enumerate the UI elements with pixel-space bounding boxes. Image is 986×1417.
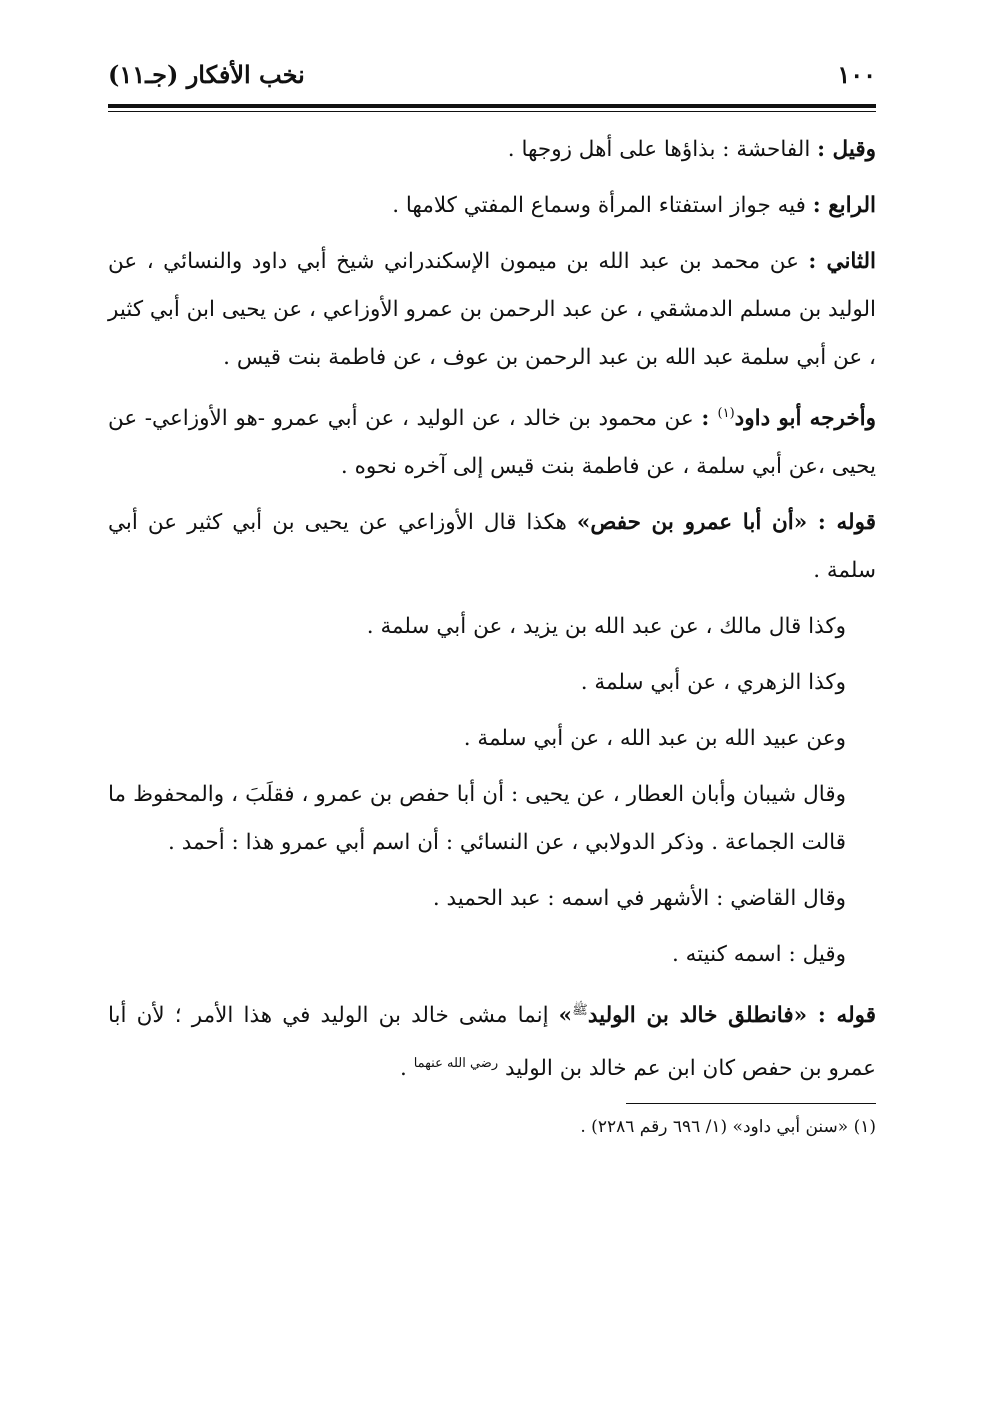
paragraph — [108, 987, 876, 1093]
page-number: ١٠٠ — [837, 60, 876, 89]
paragraph-lead: قوله : «فانطلق خالد بن الوليد — [587, 1003, 877, 1029]
paragraph-lead: الثاني : — [808, 249, 876, 274]
paragraph — [108, 499, 876, 595]
header-rule-thin — [108, 111, 876, 112]
footnote-ref[interactable]: (١) — [717, 406, 735, 421]
footnote: (١) «سنن أبي داود» (١/ ٦٩٦ رقم ٢٢٨٦) . — [580, 1117, 876, 1138]
paragraph-text: الفاحشة : بذاؤها على أهل زوجها . — [507, 137, 818, 162]
body-text — [108, 126, 876, 1093]
paragraph-text: فيه جواز استفتاء المرأة وسماع المفتي كلامها . — [392, 193, 813, 218]
paragraph: وكذا قال مالك ، عن عبد الله بن يزيد ، عن أبي سلمة . — [366, 614, 846, 640]
paragraph-lead: الرابع : — [812, 193, 876, 218]
honorific-glyph: رضي الله عنهما — [413, 1056, 499, 1072]
header-rule-thick — [108, 104, 876, 108]
paragraph: وقال شيبان وأبان العطار ، عن يحيى : أن أبا حفص بن عمرو ، فقلَبَ ، والمحفوظ ما قالت الجماعة . وذكر الدولابي ، عن النسائي : أن اسم أبي عمرو هذا : أحمد . — [108, 782, 846, 856]
paragraph: وقيل : اسمه كنيته . — [671, 942, 846, 968]
paragraph — [108, 182, 876, 230]
footnote-rule — [626, 1103, 876, 1104]
paragraph-text: عن محمد بن عبد الله بن ميمون الإسكندراني شيخ أبي داود والنسائي ، عن الوليد بن مسلم الدمشقي ، عن عبد الرحمن بن عمرو الأوزاعي ، عن يحيى ابن أبي كثير ، عن أبي سلمة عبد الله بن عبد الرحمن بن عوف ، عن فاطمة بنت قيس . — [108, 249, 876, 370]
honorific-glyph: ﷺ — [572, 1003, 588, 1019]
paragraph — [108, 390, 876, 491]
running-title: نخب الأفكار (جـ١١) — [108, 60, 305, 89]
page — [108, 60, 876, 1144]
paragraph: وقال القاضي : الأشهر في اسمه : عبد الحميد . — [432, 886, 846, 912]
paragraph-lead: وأخرجه أبو داود — [734, 406, 876, 432]
paragraph-text: إنما مشى خالد بن الوليد في هذا الأمر ؛ لأن أبا عمرو بن حفص كان ابن عم خالد بن الوليد — [108, 1003, 876, 1082]
paragraph-text: عن محمود بن خالد ، عن الوليد ، عن أبي عمرو -هو الأوزاعي- عن يحيى ،عن أبي سلمة ، عن فاطمة بنت قيس إلى آخره نحوه . — [108, 406, 876, 480]
paragraph: وكذا الزهري ، عن أبي سلمة . — [580, 670, 846, 696]
paragraph-text: هكذا قال الأوزاعي عن يحيى بن أبي كثير عن أبي سلمة . — [108, 510, 876, 584]
paragraph-lead: وقيل : — [817, 137, 876, 162]
paragraph-lead-colon: : — [701, 406, 718, 432]
page-header — [108, 60, 876, 102]
paragraph — [108, 238, 876, 382]
paragraph — [108, 126, 876, 174]
paragraph-lead: قوله : «أن أبا عمرو بن حفص» — [576, 510, 876, 536]
paragraph-tail: . — [400, 1056, 414, 1082]
paragraph: وعن عبيد الله بن عبد الله ، عن أبي سلمة . — [463, 726, 846, 752]
paragraph-lead-close: » — [558, 1003, 573, 1029]
